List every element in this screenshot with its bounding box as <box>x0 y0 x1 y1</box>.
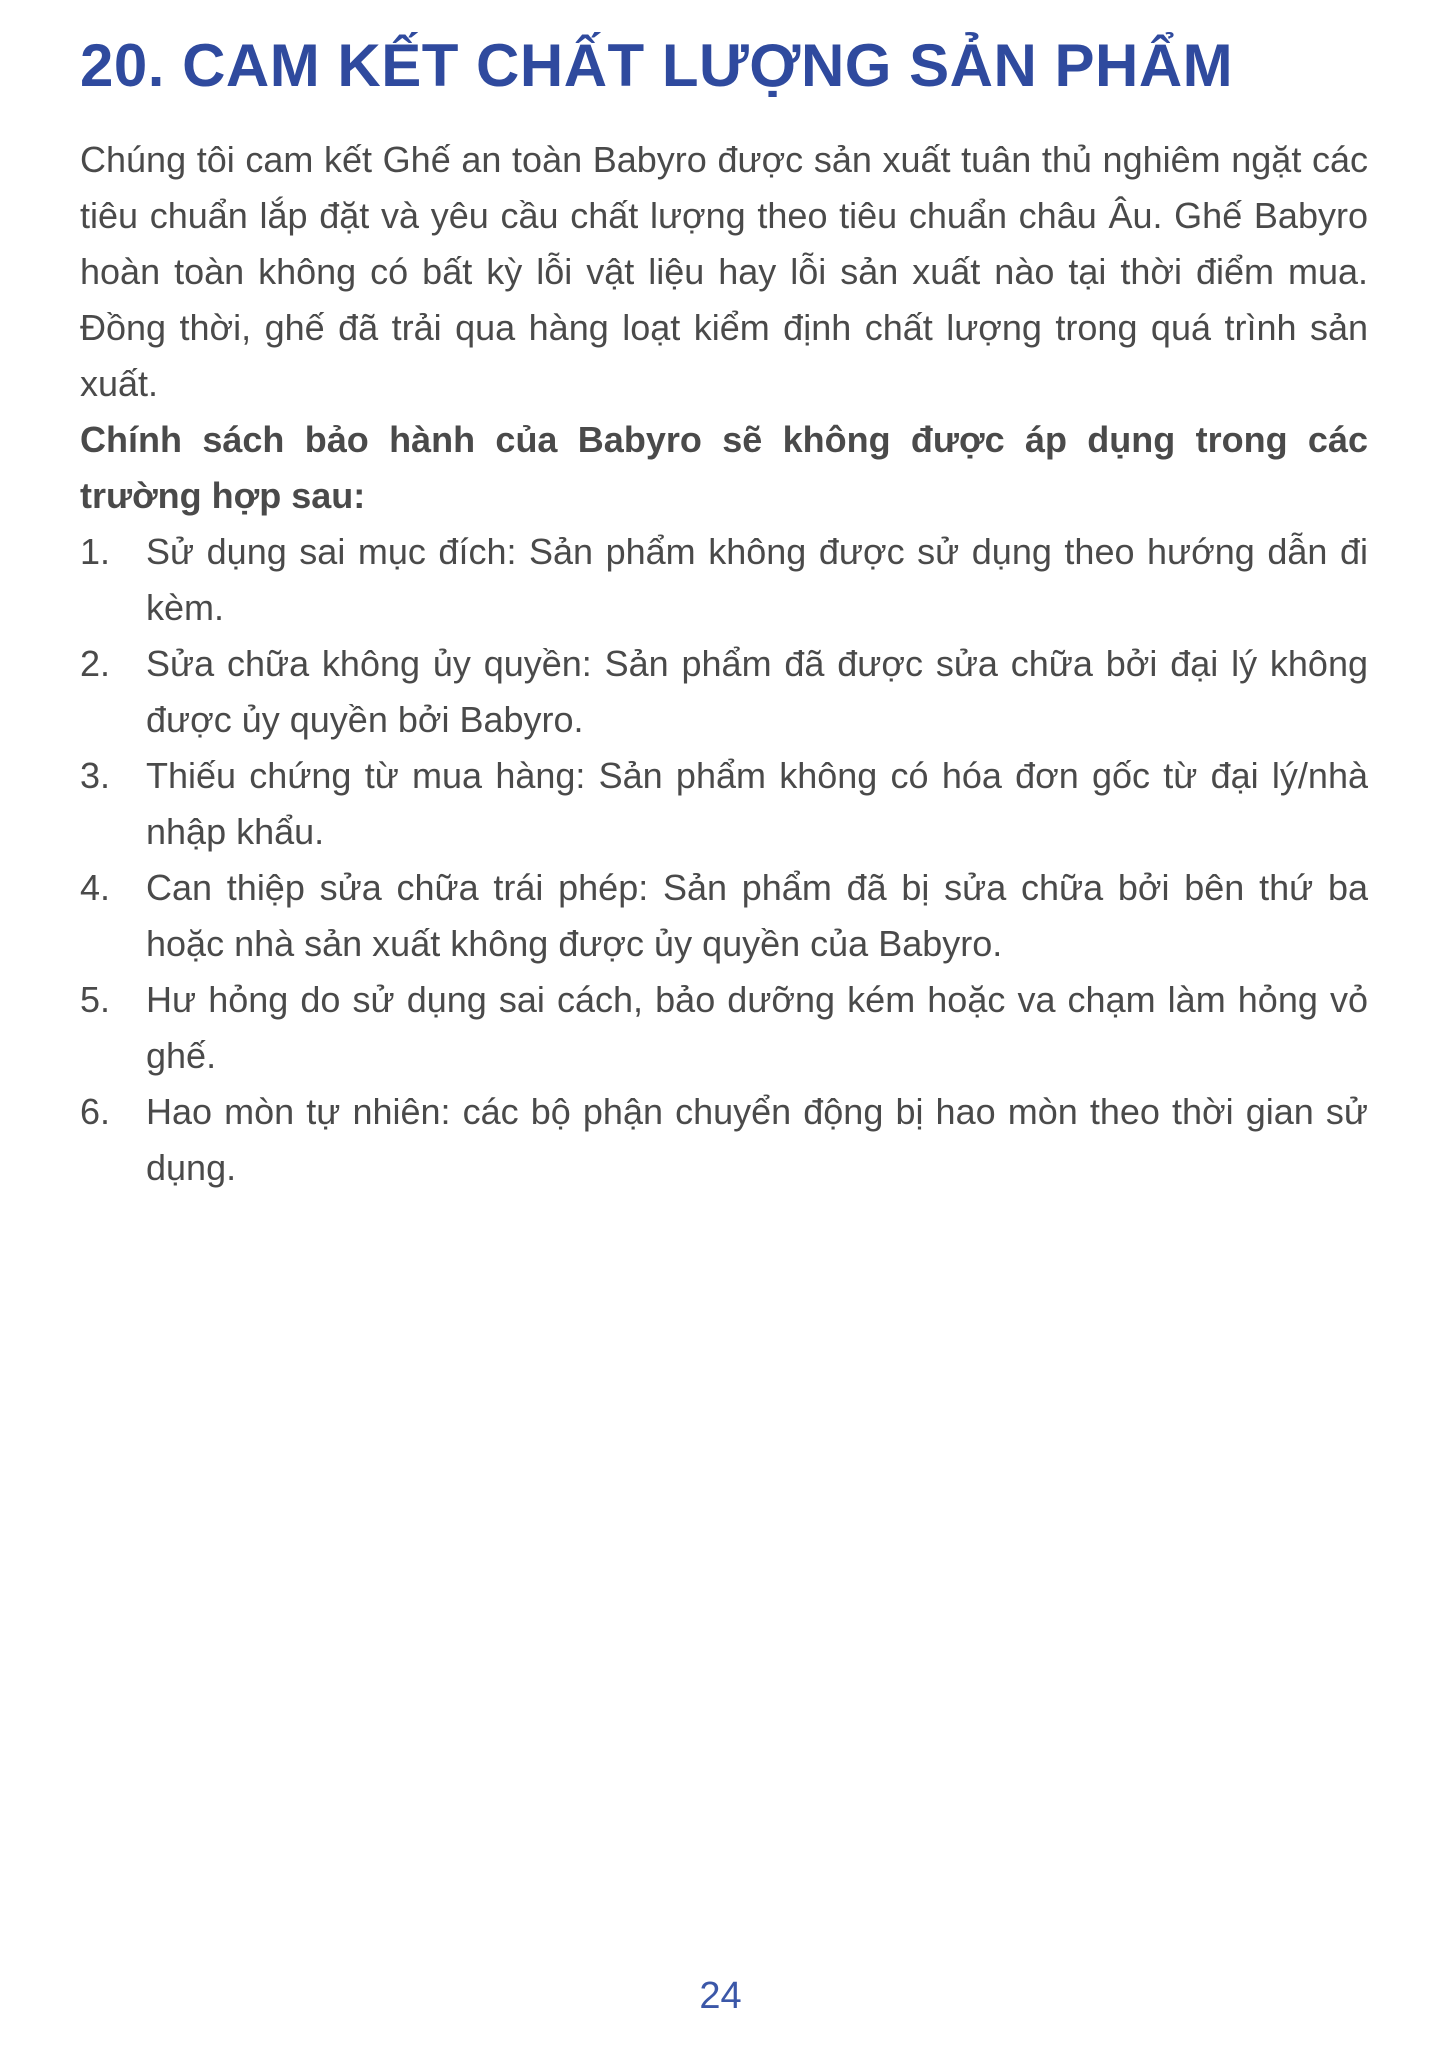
list-item-number: 2. <box>80 643 111 684</box>
list-item <box>80 636 1368 748</box>
list-item-number: 6. <box>80 1091 111 1132</box>
list-item-number: 1. <box>80 531 111 572</box>
list-item-text: Sử dụng sai mục đích: Sản phẩm không được sử dụng theo hướng dẫn đi kèm. <box>146 531 1368 628</box>
list-item <box>80 748 1368 860</box>
list-item-text: Thiếu chứng từ mua hàng: Sản phẩm không có hóa đơn gốc từ đại lý/nhà nhập khẩu. <box>146 755 1368 852</box>
list-item <box>80 524 1368 636</box>
list-item-text: Hao mòn tự nhiên: các bộ phận chuyển động bị hao mòn theo thời gian sử dụng. <box>146 1091 1368 1188</box>
list-item <box>80 860 1368 972</box>
list-item-number: 3. <box>80 755 111 796</box>
warranty-exclusions-heading: Chính sách bảo hành của Babyro sẽ không được áp dụng trong các trường hợp sau: <box>80 419 1368 516</box>
intro-paragraph: Chúng tôi cam kết Ghế an toàn Babyro được sản xuất tuân thủ nghiêm ngặt các tiêu chuẩn lắp đặt và yêu cầu chất lượng theo tiêu chuẩn châu Âu. Ghế Babyro hoàn toàn không có bất kỳ lỗi vật liệu hay lỗi sản xuất nào tại thời điểm mua. Đồng thời, ghế đã trải qua hàng loạt kiểm định chất lượng trong quá trình sản xuất. <box>80 139 1368 404</box>
document-page <box>80 30 1368 1196</box>
list-item-number: 4. <box>80 867 111 908</box>
list-item-text: Hư hỏng do sử dụng sai cách, bảo dưỡng kém hoặc va chạm làm hỏng vỏ ghế. <box>146 979 1368 1076</box>
list-item-text: Sửa chữa không ủy quyền: Sản phẩm đã được sửa chữa bởi đại lý không được ủy quyền bởi Babyro. <box>146 643 1368 740</box>
list-item-number: 5. <box>80 979 111 1020</box>
list-item <box>80 972 1368 1084</box>
section-title: 20. CAM KẾT CHẤT LƯỢNG SẢN PHẨM <box>80 32 1234 99</box>
list-item <box>80 1084 1368 1196</box>
warranty-exclusions-list <box>80 524 1368 1196</box>
list-item-text: Can thiệp sửa chữa trái phép: Sản phẩm đã bị sửa chữa bởi bên thứ ba hoặc nhà sản xuất không được ủy quyền của Babyro. <box>146 867 1368 964</box>
page-number: 24 <box>699 1975 742 2017</box>
